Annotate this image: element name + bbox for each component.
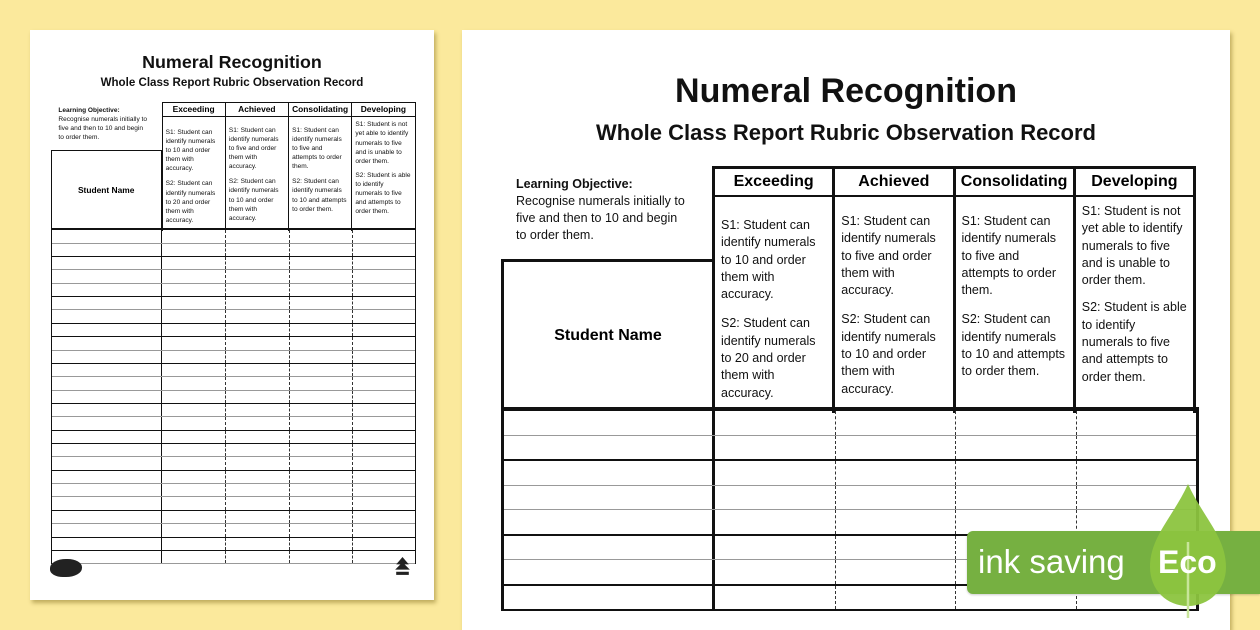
rubric-cell — [289, 310, 352, 322]
rubric-cell — [1076, 461, 1196, 485]
rubric-cell — [955, 486, 1075, 510]
student-row — [52, 351, 416, 364]
rubric-cell — [289, 377, 352, 389]
student-name-cell — [52, 417, 161, 429]
student-name-cell — [504, 436, 712, 460]
rubric-cell — [289, 457, 352, 469]
rubric-cell — [225, 230, 288, 242]
criterion-s2: S2: Student can identify numerals to 10 and order them with accuracy. — [841, 312, 936, 396]
student-name-cell — [52, 457, 161, 469]
rubric-cell — [289, 244, 352, 256]
rubric-cell — [225, 417, 288, 429]
rubric-cell — [955, 411, 1075, 435]
rubric-cell — [352, 511, 415, 523]
rubric-cell — [289, 351, 352, 363]
student-name-header: Student Name — [51, 150, 162, 229]
rubric-cell — [712, 536, 835, 560]
student-name-cell — [52, 324, 161, 336]
rubric-cell — [352, 444, 415, 456]
student-row — [52, 297, 416, 310]
rubric-cell — [289, 444, 352, 456]
rubric-cell — [1076, 436, 1196, 460]
student-name-cell — [52, 364, 161, 376]
rubric-cell — [161, 377, 225, 389]
student-row — [52, 337, 416, 350]
student-row — [52, 244, 416, 257]
rubric-cell — [352, 538, 415, 550]
rubric-cell — [289, 524, 352, 536]
rubric-cell — [352, 244, 415, 256]
rubric-cell — [225, 484, 288, 496]
student-name-cell — [52, 431, 161, 443]
rubric-cell — [289, 230, 352, 242]
rubric-cell — [225, 431, 288, 443]
rubric-cell — [289, 431, 352, 443]
column-consolidating — [953, 169, 1073, 413]
rubric-cell — [352, 284, 415, 296]
student-name-cell — [52, 270, 161, 282]
student-name-cell — [504, 536, 712, 560]
student-name-cell — [52, 297, 161, 309]
rubric-cell — [352, 417, 415, 429]
tree-logo-icon — [393, 556, 412, 577]
student-name-cell — [52, 230, 161, 242]
criterion-s1: S1: Student can identify numerals to 10 and order them with accuracy. — [721, 218, 816, 302]
student-row — [52, 471, 416, 484]
rubric-cell — [161, 511, 225, 523]
rubric-cell — [289, 391, 352, 403]
student-name-cell — [52, 284, 161, 296]
rubric-cell — [352, 377, 415, 389]
student-name-cell — [52, 391, 161, 403]
rubric-cell — [161, 417, 225, 429]
rubric-cell — [352, 391, 415, 403]
rubric-cell — [712, 411, 835, 435]
student-name-cell — [52, 497, 161, 509]
rubric-cell — [955, 461, 1075, 485]
rubric-cell — [289, 551, 352, 563]
rubric-cell — [712, 560, 835, 584]
rubric-cell — [835, 486, 955, 510]
student-name-cell — [504, 560, 712, 584]
rubric-cell — [289, 364, 352, 376]
rubric-cell — [225, 404, 288, 416]
rubric-cell — [955, 510, 1075, 534]
rubric-cell — [161, 484, 225, 496]
criterion-s2: S2: Student can identify numerals to 20 and order them with accuracy. — [165, 180, 216, 224]
criterion-s1: S1: Student is not yet able to identify numerals to five and is unable to order them. — [1081, 204, 1183, 288]
student-name-cell — [52, 337, 161, 349]
rubric-cell — [712, 486, 835, 510]
student-name-cell — [52, 471, 161, 483]
document-subtitle: Whole Class Report Rubric Observation Record — [596, 120, 1096, 145]
column-developing — [1073, 169, 1193, 413]
rubric-cell — [225, 270, 288, 282]
student-row — [52, 230, 416, 243]
rubric-cell — [225, 457, 288, 469]
rubric-cell — [352, 471, 415, 483]
column-label: Achieved — [226, 103, 288, 118]
brand-logo-left — [50, 559, 82, 577]
learning-objective — [58, 107, 147, 143]
rubric-cell — [289, 417, 352, 429]
student-row — [52, 484, 416, 497]
criterion-s2: S2: Student is able to identify numerals to five and attempts to order them. — [1081, 300, 1187, 384]
rubric-cell — [352, 484, 415, 496]
rubric-cell — [289, 471, 352, 483]
student-row — [504, 461, 1196, 486]
student-row — [52, 444, 416, 457]
rubric-cell — [225, 391, 288, 403]
student-name-cell — [52, 351, 161, 363]
rubric-cell — [712, 510, 835, 534]
column-label: Developing — [1076, 169, 1193, 197]
rubric-cell — [289, 538, 352, 550]
rubric-cell — [289, 337, 352, 349]
rubric-cell — [955, 436, 1075, 460]
rubric-cell — [161, 444, 225, 456]
objective-text: Recognise numerals initially to five and then to 10 and begin to order them. — [516, 194, 685, 242]
column-achieved — [225, 103, 288, 231]
rubric-cell — [225, 377, 288, 389]
rubric-cell — [289, 284, 352, 296]
rubric-cell — [352, 364, 415, 376]
rubric-cell — [352, 310, 415, 322]
rubric-cell — [161, 351, 225, 363]
student-name-cell — [52, 404, 161, 416]
rubric-cell — [352, 270, 415, 282]
rubric-cell — [225, 471, 288, 483]
rubric-cell — [1076, 411, 1196, 435]
student-name-cell — [52, 524, 161, 536]
rubric-cell — [352, 404, 415, 416]
student-name-cell — [52, 244, 161, 256]
student-row — [504, 486, 1196, 511]
student-name-cell — [504, 411, 712, 435]
eco-label: Eco — [1158, 544, 1217, 580]
column-label: Consolidating — [289, 103, 351, 118]
criterion-s1: S1: Student can identify numerals to 10 and order them with accuracy. — [165, 128, 216, 173]
worksheet-preview-thumbnail — [30, 30, 434, 600]
student-row — [52, 431, 416, 444]
column-label: Developing — [352, 103, 414, 118]
column-achieved — [832, 169, 952, 413]
rubric-cell — [352, 351, 415, 363]
ink-saving-label: ink saving — [978, 543, 1125, 580]
student-name-cell — [504, 461, 712, 485]
rubric-cell — [161, 257, 225, 269]
rubric-cell — [352, 457, 415, 469]
criterion-s2: S2: Student is able to identify numerals to five and attempts to order them. — [355, 172, 411, 216]
rubric-cell — [161, 551, 225, 563]
rubric-cell — [161, 391, 225, 403]
rubric-cell — [712, 436, 835, 460]
rubric-cell — [161, 497, 225, 509]
rubric-cell — [352, 524, 415, 536]
criterion-s1: S1: Student can identify numerals to five and order them with accuracy. — [841, 214, 936, 298]
rubric-cell — [835, 461, 955, 485]
criterion-s2: S2: Student can identify numerals to 20 and order them with accuracy. — [721, 316, 816, 400]
criterion-s1: S1: Student can identify numerals to five and attempts to order them. — [292, 126, 342, 170]
rubric-cell — [712, 586, 835, 610]
rubric-cell — [289, 511, 352, 523]
rubric-cell — [161, 284, 225, 296]
student-row — [52, 324, 416, 337]
rubric-cell — [161, 230, 225, 242]
criterion-s1: S1: Student is not yet able to identify numerals to five and is unable to order them. — [355, 121, 409, 165]
column-exceeding — [712, 169, 832, 413]
rubric-cell — [289, 324, 352, 336]
student-row — [52, 377, 416, 390]
student-row — [52, 524, 416, 537]
rubric-cell — [161, 404, 225, 416]
student-name-cell — [504, 586, 712, 610]
student-row — [52, 538, 416, 551]
rubric-cell — [835, 586, 955, 610]
student-row — [52, 391, 416, 404]
student-row — [504, 411, 1196, 436]
column-label: Consolidating — [956, 169, 1073, 197]
student-row — [504, 436, 1196, 462]
student-row — [52, 497, 416, 510]
rubric-cell — [835, 560, 955, 584]
student-row — [52, 457, 416, 470]
document-title: Numeral Recognition — [142, 52, 322, 73]
rubric-cell — [225, 257, 288, 269]
column-label: Exceeding — [715, 169, 832, 197]
student-name-cell — [52, 257, 161, 269]
rubric-header — [162, 102, 416, 231]
column-label: Achieved — [835, 169, 952, 197]
student-row — [52, 417, 416, 430]
rubric-cell — [161, 524, 225, 536]
column-exceeding — [162, 103, 225, 231]
criterion-s2: S2: Student can identify numerals to 10 and order them with accuracy. — [228, 178, 279, 222]
rubric-cell — [161, 297, 225, 309]
rubric-cell — [225, 538, 288, 550]
rubric-cell — [352, 257, 415, 269]
student-row — [52, 310, 416, 323]
rubric-cell — [225, 364, 288, 376]
rubric-cell — [712, 461, 835, 485]
student-row — [52, 364, 416, 377]
rubric-cell — [352, 324, 415, 336]
student-rows — [51, 228, 417, 564]
rubric-cell — [289, 484, 352, 496]
rubric-cell — [161, 364, 225, 376]
document-title: Numeral Recognition — [675, 72, 1017, 110]
rubric-cell — [161, 310, 225, 322]
rubric-cell — [289, 497, 352, 509]
student-name-cell — [52, 444, 161, 456]
document-subtitle: Whole Class Report Rubric Observation Record — [100, 77, 364, 90]
rubric-cell — [161, 471, 225, 483]
rubric-cell — [225, 284, 288, 296]
rubric-cell — [352, 431, 415, 443]
rubric-cell — [835, 510, 955, 534]
student-row — [52, 551, 416, 564]
rubric-cell — [835, 436, 955, 460]
rubric-cell — [225, 551, 288, 563]
criterion-s2: S2: Student can identify numerals to 10 and attempts to order them. — [292, 178, 347, 213]
rubric-cell — [225, 324, 288, 336]
objective-label: Learning Objective: — [516, 177, 633, 191]
rubric-cell — [352, 230, 415, 242]
student-row — [52, 284, 416, 297]
rubric-cell — [225, 444, 288, 456]
column-consolidating — [288, 103, 351, 231]
student-name-cell — [504, 510, 712, 534]
student-row — [52, 257, 416, 270]
student-name-cell — [52, 484, 161, 496]
rubric-cell — [225, 244, 288, 256]
rubric-cell — [225, 310, 288, 322]
objective-label: Learning Objective: — [58, 106, 120, 114]
student-name-cell — [52, 538, 161, 550]
rubric-cell — [161, 324, 225, 336]
rubric-cell — [289, 404, 352, 416]
objective-text: Recognise numerals initially to five and then to 10 and begin to order them. — [58, 115, 148, 141]
rubric-cell — [161, 337, 225, 349]
student-row — [52, 270, 416, 283]
rubric-cell — [161, 431, 225, 443]
student-name-cell — [52, 511, 161, 523]
rubric-cell — [835, 411, 955, 435]
student-row — [52, 511, 416, 524]
rubric-cell — [225, 497, 288, 509]
learning-objective — [516, 176, 686, 244]
rubric-cell — [352, 497, 415, 509]
rubric-cell — [161, 538, 225, 550]
student-name-header: Student Name — [501, 259, 715, 410]
student-name-cell — [52, 377, 161, 389]
worksheet-document — [30, 30, 434, 600]
rubric-header — [712, 166, 1196, 413]
column-developing — [351, 103, 414, 231]
rubric-cell — [161, 244, 225, 256]
rubric-cell — [289, 297, 352, 309]
rubric-cell — [225, 351, 288, 363]
rubric-cell — [352, 297, 415, 309]
rubric-cell — [161, 457, 225, 469]
rubric-cell — [225, 511, 288, 523]
student-row — [52, 404, 416, 417]
student-name-cell — [52, 310, 161, 322]
rubric-cell — [225, 297, 288, 309]
rubric-cell — [161, 270, 225, 282]
rubric-cell — [835, 536, 955, 560]
column-label: Exceeding — [163, 103, 225, 118]
criterion-s2: S2: Student can identify numerals to 10 and attempts to order them. — [961, 312, 1066, 379]
rubric-cell — [225, 524, 288, 536]
rubric-cell — [289, 270, 352, 282]
rubric-cell — [225, 337, 288, 349]
criterion-s1: S1: Student can identify numerals to five and attempts to order them. — [961, 214, 1056, 298]
student-name-cell — [504, 486, 712, 510]
criterion-s1: S1: Student can identify numerals to five and order them with accuracy. — [228, 126, 279, 170]
rubric-cell — [289, 257, 352, 269]
rubric-cell — [352, 337, 415, 349]
